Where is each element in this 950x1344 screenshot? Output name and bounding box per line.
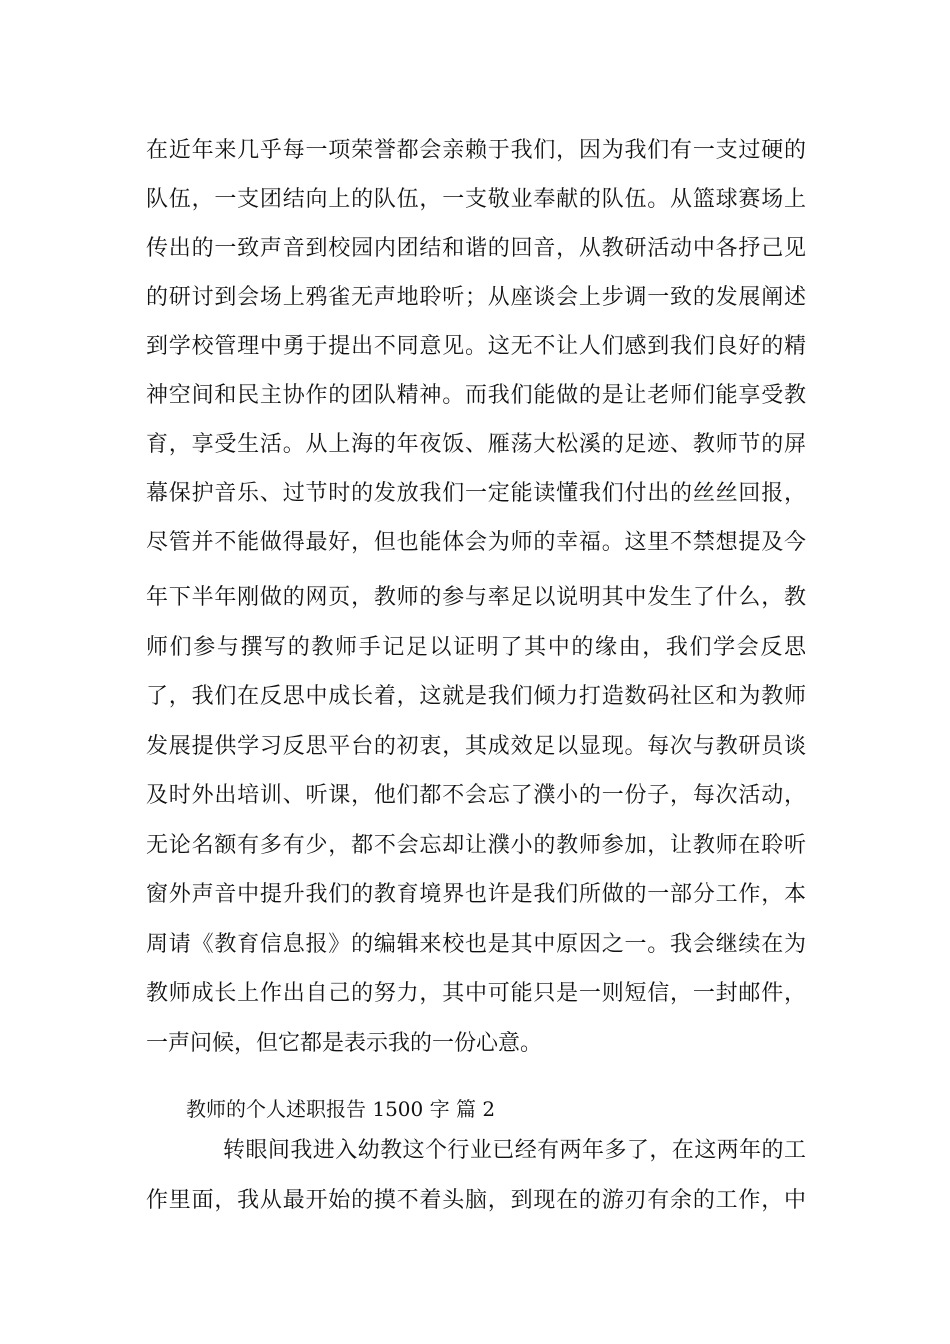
paragraph-line: 师们参与撰写的教师手记足以证明了其中的缘由，我们学会反思 [146,635,806,660]
section-heading: 教师的个人述职报告 1500 字 篇 2 [186,1097,496,1121]
paragraph-line: 了，我们在反思中成长着，这就是我们倾力打造数码社区和为教师 [146,684,806,709]
paragraph-line: 周请《教育信息报》的编辑来校也是其中原因之一。我会继续在为 [146,932,806,957]
paragraph-line: 的研讨到会场上鸦雀无声地聆听；从座谈会上步调一致的发展阐述 [146,285,806,310]
paragraph-line: 年下半年刚做的网页，教师的参与率足以说明其中发生了什么，教 [146,585,806,610]
paragraph-line: 在近年来几乎每一项荣誉都会亲赖于我们，因为我们有一支过硬的 [146,138,806,163]
paragraph-line: 尽管并不能做得最好，但也能体会为师的幸福。这里不禁想提及今 [146,530,806,555]
paragraph-line: 无论名额有多有少，都不会忘却让濮小的教师参加，让教师在聆听 [146,833,806,858]
paragraph-line: 窗外声音中提升我们的教育境界也许是我们所做的一部分工作，本 [146,882,806,907]
paragraph-line: 传出的一致声音到校园内团结和谐的回音，从教研活动中各抒己见 [146,236,806,261]
paragraph-line: 作里面，我从最开始的摸不着头脑，到现在的游刃有余的工作，中 [146,1188,806,1213]
paragraph-line: 转眼间我进入幼教这个行业已经有两年多了，在这两年的工 [223,1138,806,1163]
paragraph-line: 及时外出培训、听课，他们都不会忘了濮小的一份子，每次活动， [146,783,806,808]
paragraph-line: 育，享受生活。从上海的年夜饭、雁荡大松溪的足迹、教师节的屏 [146,432,806,457]
paragraph-line: 发展提供学习反思平台的初衷，其成效足以显现。每次与教研员谈 [146,734,806,759]
paragraph-line: 幕保护音乐、过节时的发放我们一定能读懂我们付出的丝丝回报， [146,481,806,506]
paragraph-line: 神空间和民主协作的团队精神。而我们能做的是让老师们能享受教 [146,383,806,408]
paragraph-line: 队伍，一支团结向上的队伍，一支敬业奉献的队伍。从篮球赛场上 [146,187,806,212]
paragraph-line: 教师成长上作出自己的努力，其中可能只是一则短信，一封邮件， [146,981,806,1006]
paragraph-line: 一声问候，但它都是表示我的一份心意。 [146,1031,543,1056]
paragraph-line: 到学校管理中勇于提出不同意见。这无不让人们感到我们良好的精 [146,334,806,359]
